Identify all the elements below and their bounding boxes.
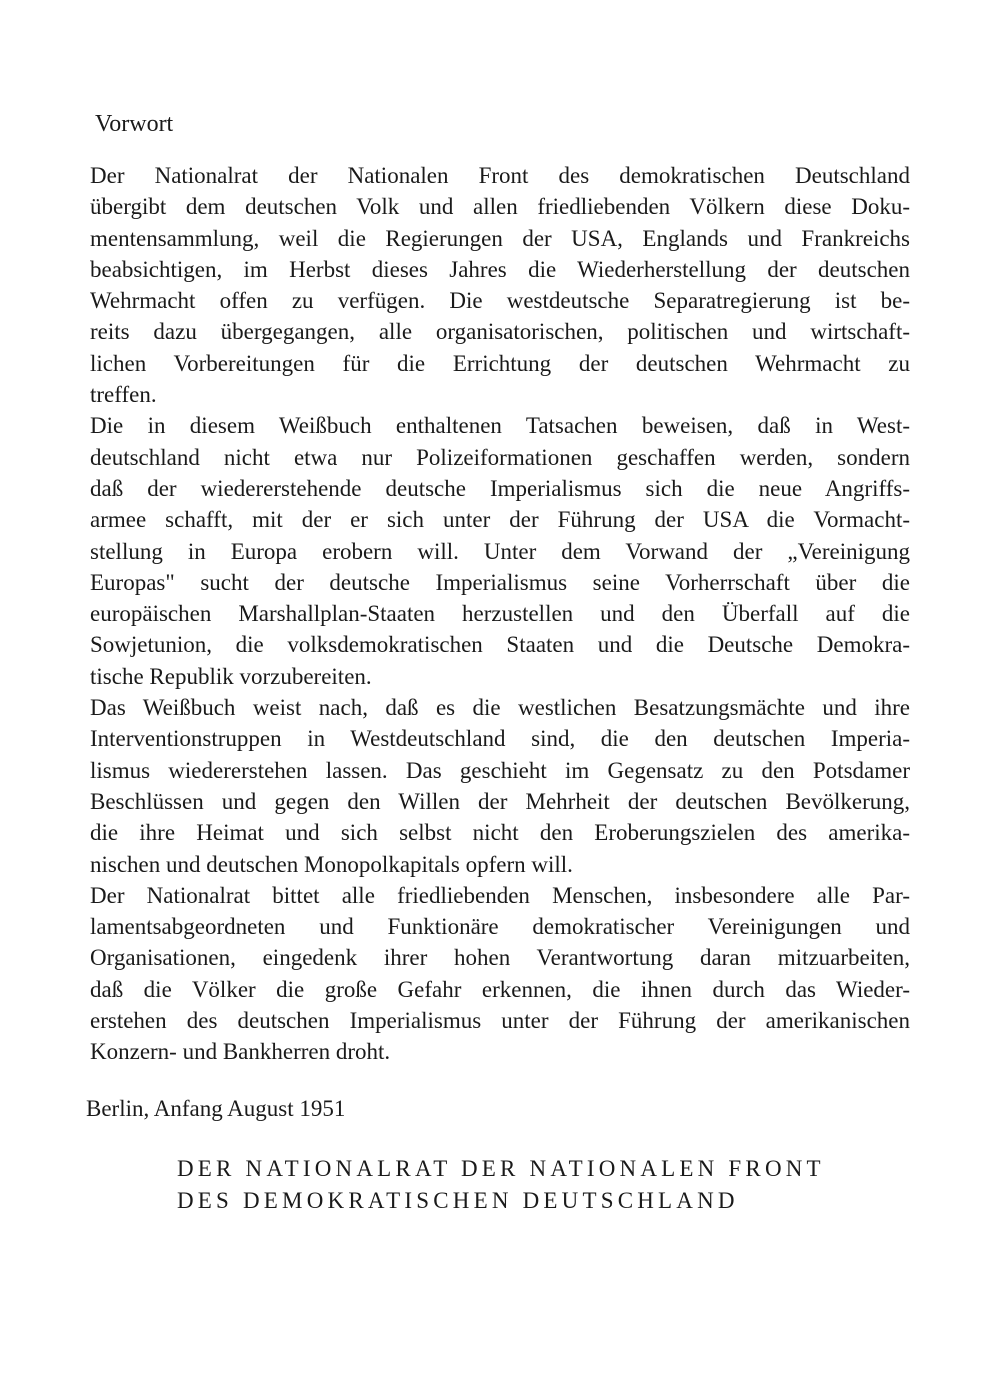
text-line: tische Republik vorzubereiten. [90, 663, 372, 689]
text-line: Beschlüssen und gegen den Willen der Mehrheit der deutschen Bevölkerung, [90, 788, 910, 814]
text-line: treffen. [90, 382, 157, 408]
signature-line-1: DER NATIONALRAT DER NATIONALEN FRONT [177, 1156, 825, 1181]
page-title: Vorwort [95, 111, 174, 137]
dateline: Berlin, Anfang August 1951 [86, 1096, 346, 1121]
text-line: daß der wiedererstehende deutsche Imperialismus sich die neue Angriffs- [90, 475, 910, 501]
text-line: stellung in Europa erobern will. Unter dem Vorwand der „Vereinigung [90, 538, 910, 564]
text-line: übergibt dem deutschen Volk und allen friedliebenden Völkern diese Doku- [90, 194, 910, 220]
text-line: europäischen Marshallplan-Staaten herzustellen und den Überfall auf die [90, 601, 910, 627]
text-line: Die in diesem Weißbuch enthaltenen Tatsachen beweisen, daß in West- [90, 413, 910, 439]
text-line: Das Weißbuch weist nach, daß es die westlichen Besatzungsmächte und ihre [90, 695, 910, 721]
body-text [90, 160, 910, 1068]
text-line: Organisationen, eingedenk ihrer hohen Verantwortung daran mitzuarbeiten, [90, 945, 910, 971]
text-line: die ihre Heimat und sich selbst nicht den Eroberungszielen des amerika- [90, 820, 910, 846]
text-line: reits dazu übergegangen, alle organisatorischen, politischen und wirtschaft- [90, 319, 910, 345]
text-line: Konzern- und Bankherren droht. [90, 1039, 391, 1065]
text-line: Der Nationalrat bittet alle friedliebenden Menschen, insbesondere alle Par- [90, 882, 910, 908]
text-line: daß die Völker die große Gefahr erkennen, die ihnen durch das Wieder- [90, 976, 910, 1002]
text-line: Interventionstruppen in Westdeutschland sind, die den deutschen Imperia- [90, 726, 910, 752]
signature-block [177, 1153, 907, 1217]
text-line: lismus wiedererstehen lassen. Das geschieht im Gegensatz zu den Potsdamer [90, 757, 910, 783]
text-line: Sowjetunion, die volksdemokratischen Staaten und die Deutsche Demokra- [90, 632, 910, 658]
text-line: mentensammlung, weil die Regierungen der USA, Englands und Frankreichs [90, 225, 910, 251]
text-line: lamentsabgeordneten und Funktionäre demokratischer Vereinigungen und [90, 914, 910, 940]
text-line: Der Nationalrat der Nationalen Front des demokratischen Deutschland [90, 163, 910, 188]
text-line: Europas" sucht der deutsche Imperialismus seine Vorherrschaft über die [90, 569, 910, 595]
text-line: deutschland nicht etwa nur Polizeiformationen geschaffen werden, sondern [90, 444, 910, 470]
text-line: lichen Vorbereitungen für die Errichtung der deutschen Wehrmacht zu [90, 350, 910, 376]
text-line: armee schafft, mit der er sich unter der Führung der USA die Vormacht- [90, 507, 910, 533]
text-line: Wehrmacht offen zu verfügen. Die westdeutsche Separatregierung ist be- [90, 288, 910, 314]
text-line: erstehen des deutschen Imperialismus unter der Führung der amerikanischen [90, 1008, 910, 1034]
text-line: nischen und deutschen Monopolkapitals opfern will. [90, 851, 573, 877]
signature-line-2: DES DEMOKRATISCHEN DEUTSCHLAND [177, 1188, 739, 1213]
text-line: beabsichtigen, im Herbst dieses Jahres die Wiederherstellung der deutschen [90, 256, 910, 282]
